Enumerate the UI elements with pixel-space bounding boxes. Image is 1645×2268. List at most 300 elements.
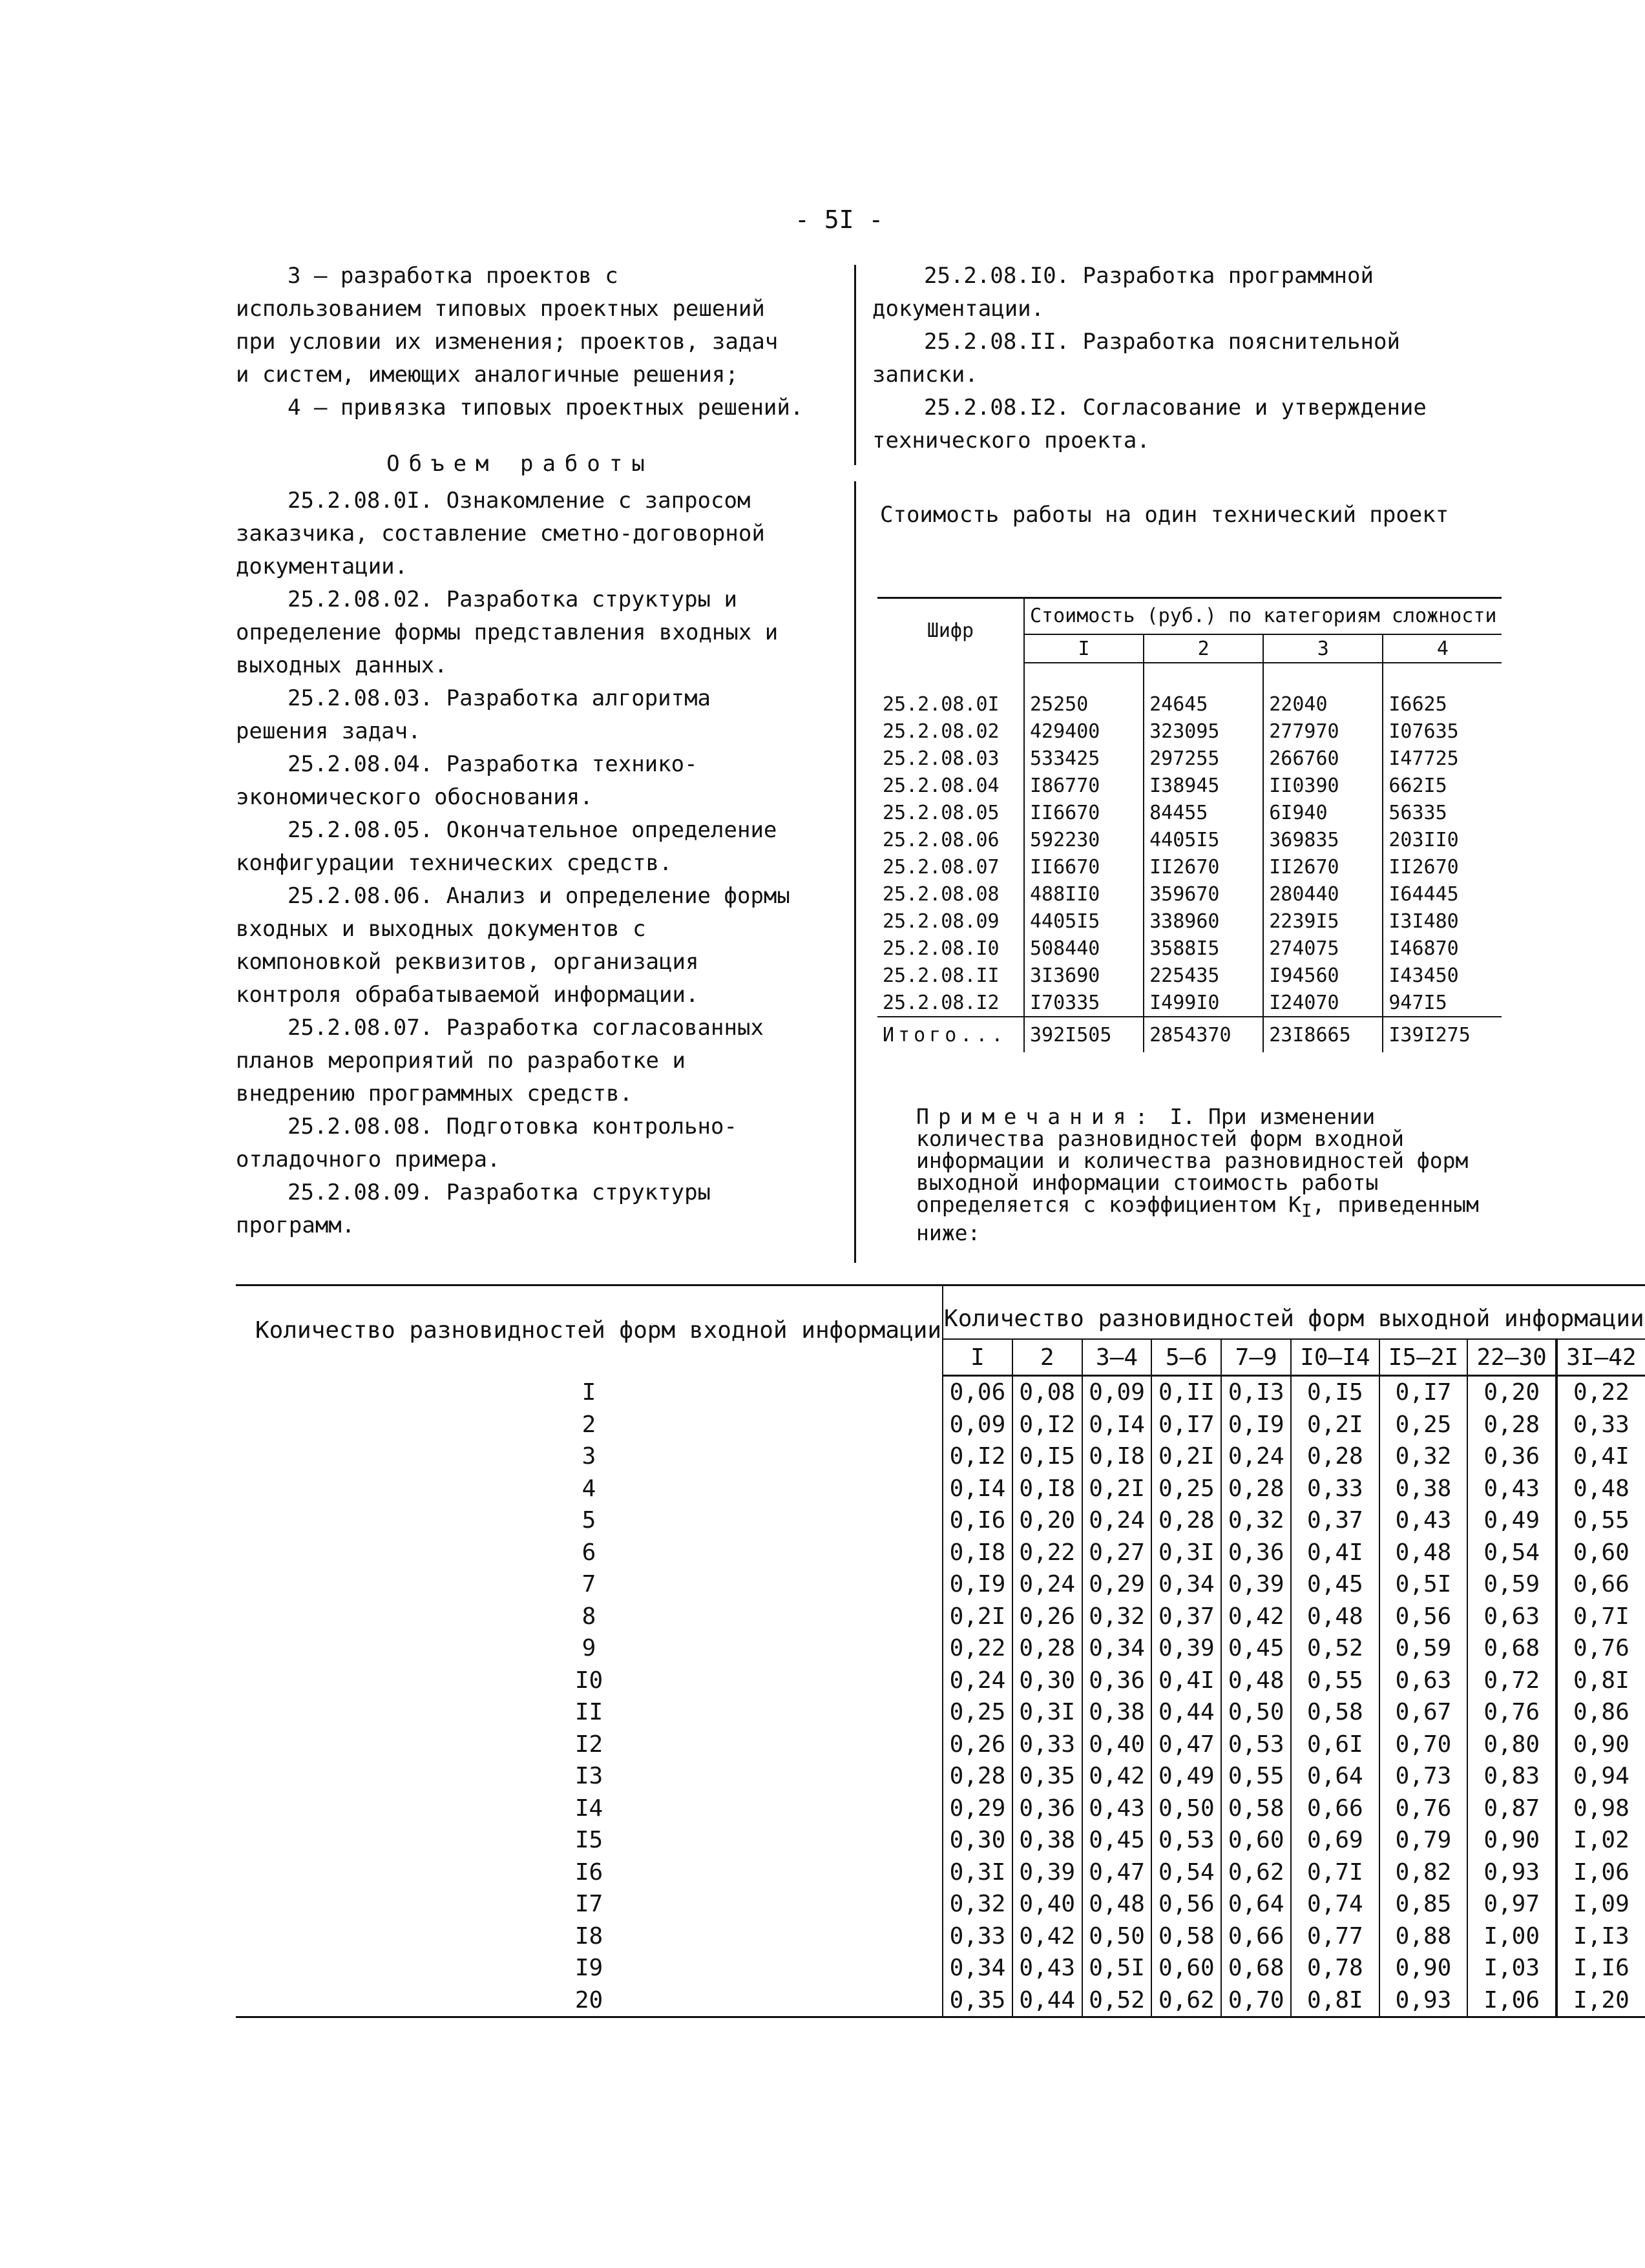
row-label: I9 [574,1955,603,1982]
coefficient-cell: 0,38 [1082,1696,1152,1729]
code-header: Шифр [927,619,974,642]
coefficient-cell: 0,8I [1291,1984,1379,2017]
coefficient-cell: 0,I8 [1012,1473,1082,1505]
total-row [877,1017,1502,1052]
row-label: I6 [574,1858,603,1886]
coefficient-cell: 0,77 [1291,1920,1379,1953]
coefficient-cell: 0,26 [1012,1601,1082,1633]
note-text-end: , приведенным ниже: [916,1192,1479,1245]
row-label: 3 [582,1443,596,1470]
coefficient-cell: 0,36 [1467,1441,1556,1473]
cost-cell: II6670 [1024,853,1144,880]
coefficient-cell: 0,33 [1012,1729,1082,1761]
cost-cell: 225435 [1144,962,1263,989]
coefficient-cell: 0,62 [1221,1857,1291,1889]
coefficient-cell: 0,25 [1151,1473,1221,1505]
column-divider [854,265,856,465]
coefficient-cell: 0,54 [1467,1537,1556,1569]
row-label: 6 [582,1539,596,1566]
table-row [877,962,1502,989]
row-label: 8 [582,1603,596,1630]
coefficient-cell: 0,24 [1082,1504,1152,1537]
coefficient-cell: 0,48 [1082,1888,1152,1920]
coefficient-cell: I,20 [1556,1984,1645,2017]
table-row [236,1473,1645,1505]
output-forms-header: Количество разновидностей форм выходной информации [943,1285,1645,1340]
coefficient-cell: 0,32 [1221,1504,1291,1537]
coefficient-cell: 0,50 [1221,1696,1291,1729]
coefficient-cell: 0,I3 [1221,1376,1291,1409]
coefficient-cell: 0,I7 [1379,1376,1468,1409]
cost-cell: 369835 [1263,826,1383,853]
cost-cell: I6625 [1383,691,1502,718]
cost-cell: II6670 [1024,799,1144,826]
coefficient-cell: 0,36 [1012,1793,1082,1825]
work-item: 25.2.08.05. Окончательное определение конфигурации технических средств. [236,817,777,876]
coefficient-cell: 0,I8 [1082,1441,1152,1473]
coefficient-cell: 0,I9 [943,1568,1012,1601]
coefficient-cell: 0,32 [1379,1441,1468,1473]
table-row [236,1601,1645,1633]
coefficient-cell: 0,I2 [1012,1409,1082,1441]
coefficient-cell: 0,22 [1556,1376,1645,1409]
coefficient-cell: 0,54 [1151,1857,1221,1889]
coefficient-cell: 0,69 [1291,1824,1379,1857]
coefficient-cell: 0,55 [1556,1504,1645,1537]
coefficient-cell: I,I6 [1556,1952,1645,1984]
coefficient-cell: 0,52 [1291,1632,1379,1665]
cost-cell: II2670 [1383,853,1502,880]
coefficient-cell: 0,40 [1012,1888,1082,1920]
input-forms-header: Количество разновидностей форм входной информации [236,1285,943,1376]
coefficient-cell: 0,I9 [1221,1409,1291,1441]
coefficient-cell: 0,28 [1291,1441,1379,1473]
coefficient-cell: 0,09 [1082,1376,1152,1409]
coefficient-cell: 0,25 [943,1696,1012,1729]
coefficient-cell: 0,58 [1291,1696,1379,1729]
cost-cell: 662I5 [1383,772,1502,799]
table-row [877,799,1502,826]
coefficient-cell: 0,33 [943,1920,1012,1953]
coefficient-cell: 0,42 [1082,1760,1152,1793]
coefficient-cell: 0,5I [1379,1568,1468,1601]
cost-cell: 266760 [1263,745,1383,772]
cost-cell: 947I5 [1383,989,1502,1017]
work-item: 25.2.08.06. Анализ и определение формы входных и выходных документов с компоновкой реквизитов, организация контроля обрабатываемой информации. [236,883,790,1008]
coefficient-cell: 0,II [1151,1376,1221,1409]
row-label: 2 [582,1411,596,1438]
coefficient-cell: 0,34 [1082,1632,1152,1665]
coefficient-cell: 0,26 [943,1729,1012,1761]
coefficient-cell: 0,66 [1221,1920,1291,1953]
total-cell: 2854370 [1144,1017,1263,1052]
cost-cell: I47725 [1383,745,1502,772]
coefficient-cell: 0,7I [1291,1857,1379,1889]
coefficient-cell: 0,35 [1012,1760,1082,1793]
work-item: 25.2.08.I2. Согласование и утверждение технического проекта. [872,395,1427,453]
coefficient-cell: 0,60 [1151,1952,1221,1984]
cost-cell: I24070 [1263,989,1383,1017]
coefficient-cell: 0,4I [1291,1537,1379,1569]
coefficient-cell: 0,32 [943,1888,1012,1920]
coefficient-cell: I,09 [1556,1888,1645,1920]
coefficient-cell: 0,20 [1012,1504,1082,1537]
cost-cell: I07635 [1383,718,1502,745]
coefficient-cell: 0,44 [1151,1696,1221,1729]
coefficient-cell: 0,3I [1151,1537,1221,1569]
coefficient-cell: 0,33 [1556,1409,1645,1441]
coefficient-cell: 0,73 [1379,1760,1468,1793]
coefficient-cell: 0,43 [1379,1504,1468,1537]
cost-cell: 277970 [1263,718,1383,745]
table-row [877,691,1502,718]
cost-cell: 24645 [1144,691,1263,718]
row-label: 7 [582,1571,596,1598]
table-row [236,1441,1645,1473]
coefficient-cell: 0,90 [1379,1952,1468,1984]
code-cell: 25.2.08.04 [883,774,1000,797]
right-column [872,260,1454,532]
coefficient-cell: 0,93 [1379,1984,1468,2017]
coefficient-cell: 0,43 [1082,1793,1152,1825]
work-item: 25.2.08.09. Разработка структуры программ. [236,1180,711,1238]
coefficient-cell: 0,45 [1291,1568,1379,1601]
category-header: I [1024,634,1144,663]
coefficient-cell: 0,08 [1012,1376,1082,1409]
coefficient-cell: 0,48 [1379,1537,1468,1569]
coefficient-cell: 0,59 [1379,1632,1468,1665]
table-row [236,1920,1645,1953]
coefficient-cell: 0,93 [1467,1857,1556,1889]
coefficient-cell: 0,36 [1221,1537,1291,1569]
row-label: I [582,1378,596,1406]
code-cell: 25.2.08.08 [883,882,1000,906]
coefficient-cell: 0,36 [1082,1665,1152,1697]
paragraph: 3 – разработка проектов с использованием типовых проектных решений при условии их изменения; проектов, задач и систем, имеющих аналогичные решения; [236,263,779,388]
left-column [236,260,804,1242]
cost-cell: 323095 [1144,718,1263,745]
coefficient-cell: 0,30 [943,1824,1012,1857]
category-header: 3 [1263,634,1383,663]
coefficient-cell: 0,39 [1151,1632,1221,1665]
cost-cell: 3I3690 [1024,962,1144,989]
column-header: 7–9 [1221,1339,1291,1376]
coefficient-cell: 0,38 [1379,1473,1468,1505]
coefficient-cell: 0,50 [1082,1920,1152,1953]
coefficient-cell: 0,76 [1556,1632,1645,1665]
column-header: I [943,1339,1012,1376]
coefficient-cell: 0,22 [943,1632,1012,1665]
page-number: - 5I - [795,205,884,234]
coefficient-cell: 0,48 [1291,1601,1379,1633]
cost-cell: I64445 [1383,880,1502,908]
row-label: I5 [574,1827,603,1854]
code-cell: 25.2.08.06 [883,828,1000,851]
coefficient-cell: 0,42 [1221,1601,1291,1633]
coefficient-cell: I,03 [1467,1952,1556,1984]
coefficient-cell: 0,52 [1082,1984,1152,2017]
cost-cell: 359670 [1144,880,1263,908]
coefficient-cell: 0,24 [1221,1441,1291,1473]
coefficient-cell: 0,59 [1467,1568,1556,1601]
coefficient-cell: 0,09 [943,1409,1012,1441]
coefficient-cell: 0,87 [1467,1793,1556,1825]
coefficient-cell: 0,39 [1012,1857,1082,1889]
table-row [236,1857,1645,1889]
coefficient-cell: 0,33 [1291,1473,1379,1505]
total-cell: 23I8665 [1263,1017,1383,1052]
table-row [236,1696,1645,1729]
coefficient-cell: 0,56 [1151,1888,1221,1920]
coefficient-cell: 0,70 [1221,1984,1291,2017]
table-row [236,1376,1645,1409]
coefficient-cell: 0,64 [1221,1888,1291,1920]
cost-cell: II2670 [1263,853,1383,880]
coefficient-cell: 0,60 [1556,1537,1645,1569]
coefficient-cell: 0,88 [1379,1920,1468,1953]
coefficient-cell: 0,8I [1556,1665,1645,1697]
table-row [236,1984,1645,2017]
coefficient-cell: 0,63 [1379,1665,1468,1697]
coefficient-cell: 0,7I [1556,1601,1645,1633]
total-cell: 392I505 [1024,1017,1144,1052]
coefficient-cell: 0,37 [1291,1504,1379,1537]
coefficient-cell: 0,49 [1151,1760,1221,1793]
cost-cell: 508440 [1024,935,1144,962]
cost-cell: 488II0 [1024,880,1144,908]
coefficient-cell: 0,34 [1151,1568,1221,1601]
coefficient-cell: 0,80 [1467,1729,1556,1761]
table-row [877,880,1502,908]
coefficient-cell: 0,56 [1379,1601,1468,1633]
work-item: 25.2.08.04. Разработка технико-экономического обоснования. [236,751,698,810]
coefficient-cell: 0,60 [1221,1824,1291,1857]
table-row [236,1793,1645,1825]
coefficient-cell: 0,48 [1556,1473,1645,1505]
table-row [877,826,1502,853]
cost-cell: I499I0 [1144,989,1263,1017]
work-item: 25.2.08.I0. Разработка программной документации. [872,263,1374,322]
coefficient-cell: 0,20 [1467,1376,1556,1409]
cost-cell: 274075 [1263,935,1383,962]
table-row [236,1632,1645,1665]
cost-cell: 84455 [1144,799,1263,826]
cost-cell: 4405I5 [1144,826,1263,853]
cost-title: Стоимость работы на один технический проект [880,502,1449,528]
column-header: I5–2I [1379,1339,1468,1376]
note-label: Примечания: [916,1104,1157,1129]
coefficient-cell: 0,94 [1556,1760,1645,1793]
cost-cell: I3I480 [1383,908,1502,935]
coefficient-cell: 0,34 [943,1952,1012,1984]
coefficient-cell: 0,24 [1012,1568,1082,1601]
table-row [236,1952,1645,1984]
row-label: I4 [574,1795,603,1822]
note-text: I. При изменении количества разновидностей форм входной информации и количества разновидностей форм выходной информации стоимость работы определяется с коэффициентом K [916,1104,1469,1217]
cost-cell: 56335 [1383,799,1502,826]
work-item: 25.2.08.07. Разработка согласованных планов мероприятий по разработке и внедрению программных средств. [236,1015,764,1107]
table-row [877,772,1502,799]
coefficient-cell: 0,53 [1151,1824,1221,1857]
cost-cell: 22040 [1263,691,1383,718]
cost-cell: 203II0 [1383,826,1502,853]
column-header: 22–30 [1467,1339,1556,1376]
coefficient-cell: 0,82 [1379,1857,1468,1889]
coefficient-cell: 0,29 [943,1793,1012,1825]
table-row [877,745,1502,772]
coefficient-cell: 0,78 [1291,1952,1379,1984]
cost-cell: II0390 [1263,772,1383,799]
coefficient-cell: 0,2I [1082,1473,1152,1505]
row-label: 5 [582,1507,596,1534]
column-header: 3–4 [1082,1339,1152,1376]
table-row [236,1409,1645,1441]
cost-cell: 297255 [1144,745,1263,772]
total-cell: I39I275 [1383,1017,1502,1052]
coefficient-cell: 0,22 [1012,1537,1082,1569]
cost-cell: I46870 [1383,935,1502,962]
cost-cell: 592230 [1024,826,1144,853]
coefficient-cell: 0,76 [1467,1696,1556,1729]
row-label: 4 [582,1475,596,1502]
code-cell: 25.2.08.05 [883,801,1000,824]
coefficient-cell: 0,47 [1082,1857,1152,1889]
coefficient-cell: 0,85 [1379,1888,1468,1920]
coefficient-cell: I,I3 [1556,1920,1645,1953]
coefficient-cell: 0,97 [1467,1888,1556,1920]
cost-group-header: Стоимость (руб.) по категориям сложности [1024,598,1502,635]
category-header: 4 [1383,634,1502,663]
table-row [877,718,1502,745]
coefficient-cell: 0,32 [1082,1601,1152,1633]
cost-cell: 6I940 [1263,799,1383,826]
cost-cell: II2670 [1144,853,1263,880]
work-item: 25.2.08.0I. Ознакомление с запросом заказчика, составление сметно-договорной документации. [236,488,765,579]
coefficient-cell: 0,40 [1082,1729,1152,1761]
coefficient-cell: 0,58 [1151,1920,1221,1953]
code-cell: 25.2.08.II [883,964,1000,987]
coefficient-cell: 0,2I [943,1601,1012,1633]
column-header: 2 [1012,1339,1082,1376]
column-divider [854,481,856,1263]
coefficient-table [236,1284,1645,2018]
cost-cell: I86770 [1024,772,1144,799]
table-row [236,1665,1645,1697]
coefficient-cell: 0,86 [1556,1696,1645,1729]
coefficient-cell: 0,83 [1467,1760,1556,1793]
coefficient-cell: 0,28 [1151,1504,1221,1537]
coefficient-cell: 0,47 [1151,1729,1221,1761]
coefficient-cell: 0,68 [1221,1952,1291,1984]
coefficient-cell: 0,50 [1151,1793,1221,1825]
coefficient-cell: 0,44 [1012,1984,1082,2017]
row-label: 20 [236,1984,943,2017]
cost-cell: I38945 [1144,772,1263,799]
coefficient-cell: 0,55 [1221,1760,1291,1793]
coefficient-cell: 0,I4 [943,1473,1012,1505]
coefficient-cell: 0,58 [1221,1793,1291,1825]
coefficient-cell: 0,I5 [1012,1441,1082,1473]
cost-table [877,597,1502,1052]
section-title: Объем работы [386,451,654,477]
coefficient-cell: 0,42 [1012,1920,1082,1953]
cost-cell: 280440 [1263,880,1383,908]
coefficient-cell: 0,72 [1467,1665,1556,1697]
row-label: 9 [582,1635,596,1662]
coefficient-cell: 0,I7 [1151,1409,1221,1441]
coefficient-cell: 0,28 [1221,1473,1291,1505]
coefficient-cell: 0,79 [1379,1824,1468,1857]
coefficient-cell: 0,90 [1556,1729,1645,1761]
code-cell: 25.2.08.07 [883,855,1000,879]
code-cell: 25.2.08.I2 [883,991,1000,1014]
column-header: I0–I4 [1291,1339,1379,1376]
coefficient-cell: 0,5I [1082,1952,1152,1984]
coefficient-cell: 0,48 [1221,1665,1291,1697]
coefficient-cell: 0,98 [1556,1793,1645,1825]
table-row [877,989,1502,1017]
work-item: 25.2.08.II. Разработка пояснительной записки. [872,329,1400,388]
row-label: I0 [574,1667,603,1694]
cost-cell: 338960 [1144,908,1263,935]
coefficient-cell: 0,27 [1082,1537,1152,1569]
cost-cell: I43450 [1383,962,1502,989]
code-cell: 25.2.08.I0 [883,937,1000,960]
coefficient-cell: 0,53 [1221,1729,1291,1761]
note-subscript: I [1301,1200,1312,1222]
coefficient-cell: 0,I4 [1082,1409,1152,1441]
coefficient-cell: 0,35 [943,1984,1012,2017]
coefficient-cell: 0,28 [1467,1409,1556,1441]
coefficient-cell: 0,I5 [1291,1376,1379,1409]
table-row [877,853,1502,880]
coefficient-cell: 0,3I [943,1857,1012,1889]
coefficient-cell: 0,64 [1291,1760,1379,1793]
cost-cell: 4405I5 [1024,908,1144,935]
coefficient-cell: 0,28 [943,1760,1012,1793]
coefficient-cell: 0,66 [1556,1568,1645,1601]
coefficient-cell: 0,68 [1467,1632,1556,1665]
cost-cell: I70335 [1024,989,1144,1017]
coefficient-cell: 0,66 [1291,1793,1379,1825]
coefficient-cell: 0,67 [1379,1696,1468,1729]
paragraph: 4 – привязка типовых проектных решений. [288,395,804,421]
row-label: II [574,1699,603,1726]
table-row [877,935,1502,962]
coefficient-cell: 0,06 [943,1376,1012,1409]
coefficient-cell: 0,I8 [943,1537,1012,1569]
coefficient-cell: 0,4I [1556,1441,1645,1473]
coefficient-cell: 0,55 [1291,1665,1379,1697]
coefficient-cell: 0,30 [1012,1665,1082,1697]
coefficient-cell: 0,63 [1467,1601,1556,1633]
coefficient-cell: 0,2I [1151,1441,1221,1473]
row-label: I7 [574,1891,603,1918]
table-row [236,1888,1645,1920]
coefficient-cell: 0,62 [1151,1984,1221,2017]
table-row [236,1537,1645,1569]
column-header: 5–6 [1151,1339,1221,1376]
table-row [236,1504,1645,1537]
cost-cell: I94560 [1263,962,1383,989]
cost-cell: 25250 [1024,691,1144,718]
coefficient-cell: I,00 [1467,1920,1556,1953]
coefficient-cell: 0,38 [1012,1824,1082,1857]
row-label: I8 [574,1922,603,1950]
work-item: 25.2.08.02. Разработка структуры и определение формы представления входных и выходных данных. [236,587,779,678]
work-item: 25.2.08.03. Разработка алгоритма решения задач. [236,685,711,744]
coefficient-cell: 0,2I [1291,1409,1379,1441]
